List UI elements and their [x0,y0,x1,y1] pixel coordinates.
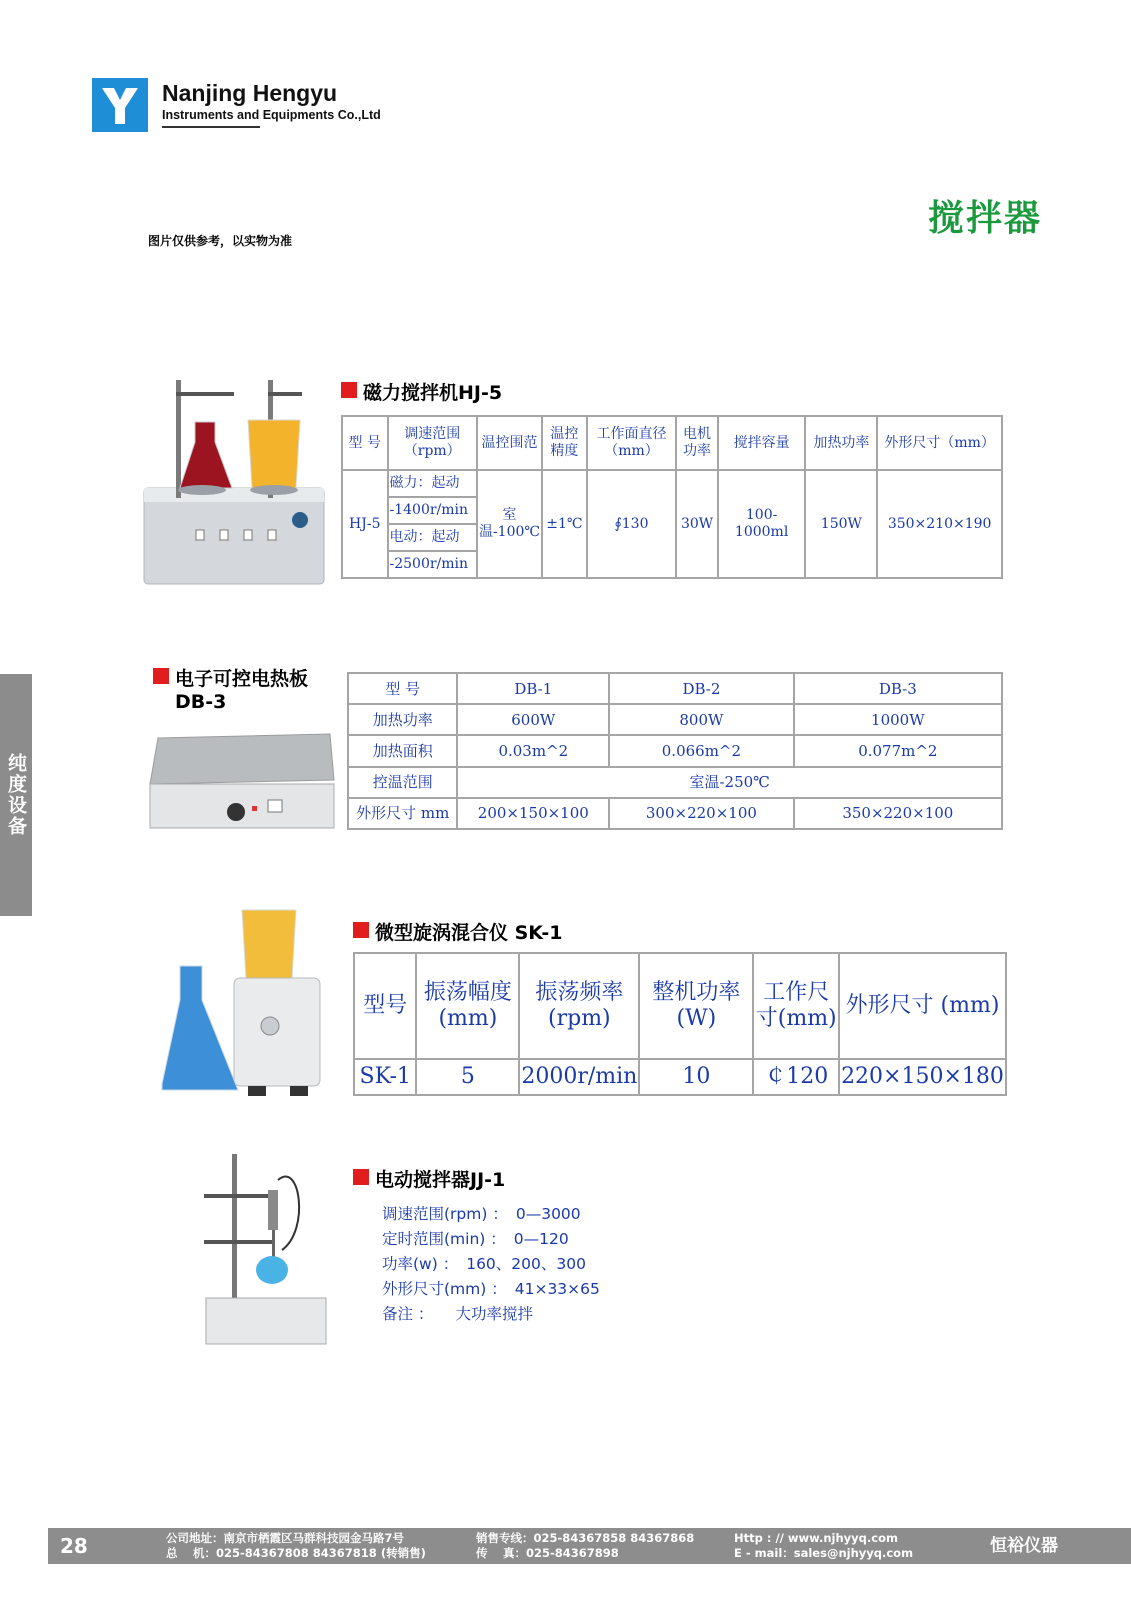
table-row [354,953,1006,1059]
footer-bar [48,1528,1131,1564]
table-row [348,798,1002,829]
table-cell: 0.077m^2 [794,735,1002,766]
sk1-title-text: 微型旋涡混合仪 SK-1 [375,922,563,944]
table-cell: -1400r/min [388,497,477,524]
table-header: 温控精度 [542,416,587,470]
side-tab-label: 纯度设备 [5,753,27,837]
table-cell: 磁力：起动 [388,470,477,497]
db3-product-image [148,730,338,834]
hj5-title-text: 磁力搅拌机HJ-5 [363,382,503,404]
footer-brand: 恒裕仪器 [990,1536,1058,1556]
table-cell: ∮130 [587,470,677,578]
spec-value: 0—120 [513,1230,569,1248]
footer-email: E - mail：sales@njhyyq.com [734,1546,914,1560]
footer-switchboard: 总 机：025-84367808 84367818 (转销售) [166,1546,426,1560]
table-cell: -2500r/min [388,551,477,578]
db3-title-line2: DB-3 [175,691,227,713]
table-cell: 350×210×190 [877,470,1002,578]
hj5-title [341,378,502,405]
table-header: 型 号 [342,416,388,470]
table-cell: 220×150×180 [839,1059,1006,1095]
list-item [382,1202,600,1227]
spec-value: 大功率搅拌 [455,1305,533,1323]
company-logo [92,78,148,132]
side-category-tab [0,674,32,916]
jj1-product-image [200,1150,330,1350]
table-cell: 加热功率 [348,704,457,735]
table-cell: 600W [457,704,609,735]
table-cell: DB-2 [609,673,793,704]
hj5-spec-table [341,415,1003,579]
table-cell: 2000r/min [519,1059,639,1095]
table-header: 振荡幅度(mm) [416,953,519,1059]
table-header: 整机功率(W) [639,953,753,1059]
spec-value: 160、200、300 [466,1255,586,1273]
company-subtitle: Instruments and Equipments Co.,Ltd [162,108,381,122]
sk1-product-image [158,908,338,1104]
table-header: 温控围范 [477,416,542,470]
jj1-specs-list [382,1202,600,1327]
spec-label: 功率(w) ： [382,1255,459,1273]
table-row [348,673,1002,704]
red-square-icon [353,922,369,938]
table-row [348,704,1002,735]
table-cell: 电动：起动 [388,524,477,551]
y-logo-icon [92,78,148,132]
table-cell: 10 [639,1059,753,1095]
hj5-product-image [140,370,330,600]
spec-value: 41×33×65 [514,1280,600,1298]
table-header: 加热功率 [805,416,877,470]
table-cell: DB-3 [794,673,1002,704]
table-cell: 300×220×100 [609,798,793,829]
page-number: 28 [60,1534,88,1558]
table-cell: 0.03m^2 [457,735,609,766]
table-header: 工作尺寸(mm) [753,953,839,1059]
page-title: 搅拌器 [928,198,1043,239]
spec-label: 调速范围(rpm) ： [382,1205,508,1223]
sk1-spec-table [353,952,1007,1096]
table-cell: 控温范围 [348,767,457,798]
table-header: 工作面直径（mm） [587,416,677,470]
table-header: 搅拌容量 [718,416,806,470]
table-row [348,735,1002,766]
table-header: 振荡频率(rpm) [519,953,639,1059]
footer-address: 公司地址：南京市栖霞区马群科技园金马路7号 [166,1531,404,1545]
spec-label: 定时范围(min) ： [382,1230,506,1248]
company-name: Nanjing Hengyu [162,80,338,106]
table-cell: 350×220×100 [794,798,1002,829]
jj1-title-text: 电动搅拌器JJ-1 [375,1169,506,1191]
list-item [382,1302,600,1327]
table-cell: 外形尺寸 mm [348,798,457,829]
spec-label: 外形尺寸(mm) ： [382,1280,507,1298]
table-cell: 30W [676,470,718,578]
table-header: 外形尺寸（mm） [877,416,1002,470]
db3-title-line1: 电子可控电热板 [175,668,309,690]
footer-website: Http : // www.njhyyq.com [734,1531,898,1545]
red-square-icon [353,1169,369,1185]
table-cell: 800W [609,704,793,735]
spec-value: 0—3000 [515,1205,581,1223]
list-item [382,1277,600,1302]
table-cell: ￠120 [753,1059,839,1095]
table-cell: 加热面积 [348,735,457,766]
disclaimer: 图片仅供参考，以实物为准 [148,234,293,248]
list-item [382,1252,600,1277]
table-cell: 室温-250℃ [457,767,1002,798]
table-cell: 150W [805,470,877,578]
table-cell: HJ-5 [342,470,388,578]
table-cell: 100-1000ml [718,470,806,578]
jj1-title [353,1165,505,1192]
table-header: 外形尺寸 (mm) [839,953,1006,1059]
table-cell: 室温-100℃ [477,470,542,578]
table-cell: 5 [416,1059,519,1095]
table-cell: 型 号 [348,673,457,704]
sk1-title [353,918,562,945]
red-square-icon [153,668,169,684]
footer-fax: 传 真：025-84367898 [476,1546,619,1560]
spec-label: 备注 ： [382,1305,434,1323]
table-cell: 1000W [794,704,1002,735]
red-square-icon [341,382,357,398]
table-cell: 200×150×100 [457,798,609,829]
table-header: 型号 [354,953,416,1059]
table-header: 电机功率 [676,416,718,470]
db3-title-text [175,664,308,713]
table-row [348,767,1002,798]
db3-spec-table [347,672,1003,830]
footer-sales: 销售专线：025-84367858 84367868 [476,1531,695,1545]
list-item [382,1227,600,1252]
table-row [354,1059,1006,1095]
table-cell: ±1℃ [542,470,587,578]
table-cell: SK-1 [354,1059,416,1095]
table-cell: DB-1 [457,673,609,704]
table-header: 调速范围（rpm） [388,416,477,470]
divider [162,126,260,128]
db3-title [153,664,308,713]
table-cell: 0.066m^2 [609,735,793,766]
